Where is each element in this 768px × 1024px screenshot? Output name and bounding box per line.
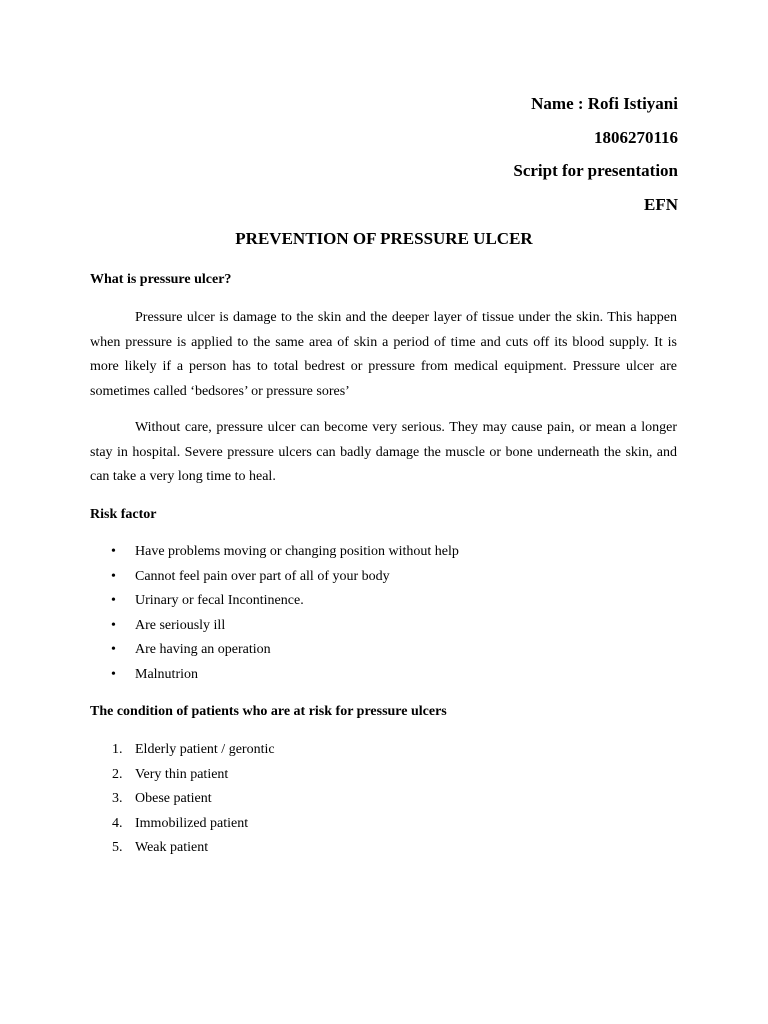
bullet-icon: • <box>111 593 116 608</box>
list-item-text: Urinary or fecal Incontinence. <box>135 593 304 608</box>
section-heading-at-risk-patients: The condition of patients who are at risk for pressure ulcers <box>90 704 447 719</box>
bullet-icon: • <box>111 568 116 584</box>
list-item <box>90 589 459 614</box>
list-item-text: Immobilized patient <box>135 815 249 831</box>
list-item-text: Have problems moving or changing position without help <box>135 544 459 559</box>
list-item-text: Malnutrion <box>135 666 198 682</box>
list-number: 5. <box>112 840 123 855</box>
document-title: PREVENTION OF PRESSURE ULCER <box>235 229 533 248</box>
list-item <box>90 812 275 837</box>
section-heading-what-is: What is pressure ulcer? <box>90 272 232 287</box>
list-number: 2. <box>112 766 123 782</box>
list-item-text: Very thin patient <box>135 766 229 782</box>
bullet-icon: • <box>111 617 116 633</box>
risk-factor-list <box>90 540 459 687</box>
course-code: EFN <box>644 195 678 214</box>
list-item <box>90 638 459 663</box>
list-item <box>90 614 459 639</box>
list-number: 1. <box>112 742 123 757</box>
bullet-icon: • <box>111 544 116 559</box>
list-number: 3. <box>112 791 123 806</box>
list-item-text: Are having an operation <box>135 642 271 657</box>
paragraph-severity: Without care, pressure ulcer can become very serious. They may cause pain, or mean a longer stay in hospital. Severe pressure ulcers can badly damage the muscle or bone underneath the skin, and can take a very long time to heal. <box>90 420 677 484</box>
paragraph-definition: Pressure ulcer is damage to the skin and the deeper layer of tissue under the skin. This happen when pressure is applied to the same area of skin a period of time and cuts off its blood supply. It is more likely if a person has to total bedrest or pressure from medical equipment. Pressure ulcer are sometimes called ‘bedsores’ or pressure sores’ <box>90 310 677 399</box>
list-item <box>90 565 459 590</box>
list-item-text: Are seriously ill <box>135 617 226 633</box>
section-heading-risk-factor: Risk factor <box>90 507 157 522</box>
list-item <box>90 787 275 812</box>
student-id: 1806270116 <box>593 128 678 147</box>
document-purpose: Script for presentation <box>513 161 678 180</box>
bullet-icon: • <box>111 666 116 682</box>
list-number: 4. <box>112 815 123 831</box>
list-item-text: Weak patient <box>135 840 209 855</box>
list-item <box>90 738 275 763</box>
list-item-text: Obese patient <box>135 791 212 806</box>
list-item <box>90 763 275 788</box>
bullet-icon: • <box>111 642 116 657</box>
list-item <box>90 663 459 688</box>
at-risk-patient-list <box>90 738 275 861</box>
list-item-text: Cannot feel pain over part of all of your body <box>135 568 390 584</box>
author-name: Name : Rofi Istiyani <box>531 94 678 113</box>
list-item <box>90 836 275 861</box>
list-item-text: Elderly patient / gerontic <box>135 742 275 757</box>
list-item <box>90 540 459 565</box>
